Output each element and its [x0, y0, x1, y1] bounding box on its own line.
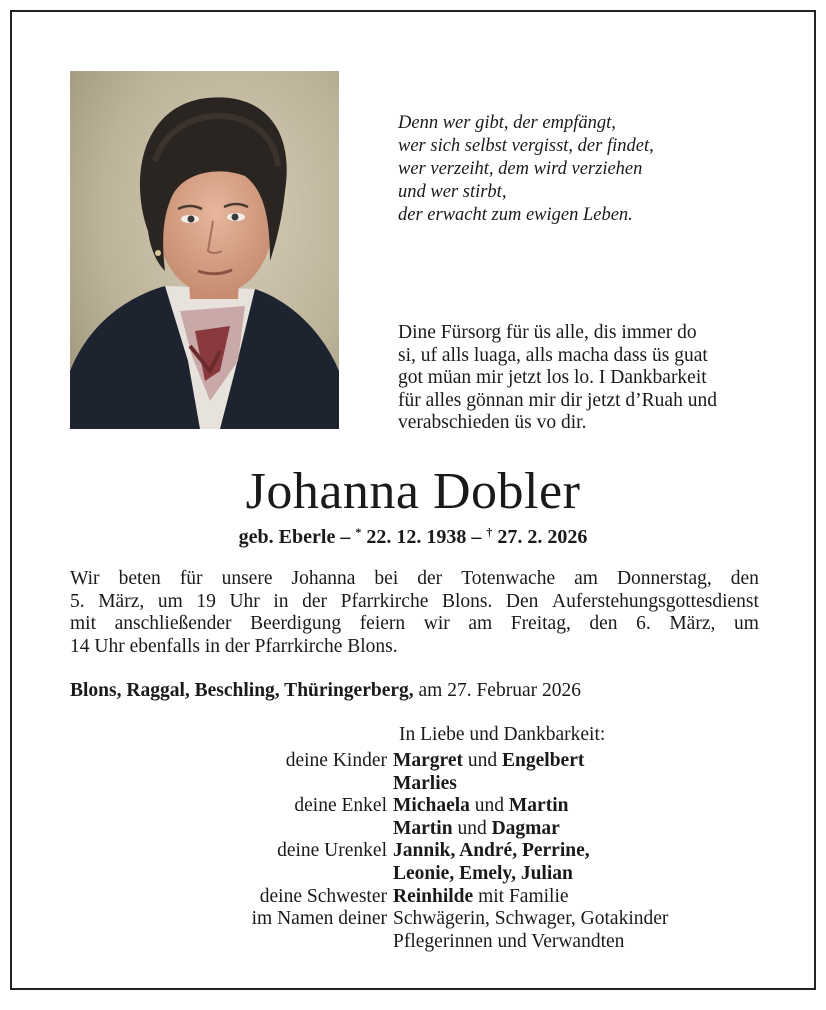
announcement-word: um [733, 613, 759, 634]
portrait-photo [70, 71, 339, 429]
mourner-relation: deine Schwester [259, 885, 387, 907]
mourner-row [12, 886, 814, 909]
announcement-word: anschließender [114, 613, 232, 634]
mourner-row [12, 750, 814, 773]
mourner-name: Martin [508, 795, 569, 817]
announcement-word: 5. [70, 590, 85, 612]
mourner-text: und [463, 750, 503, 771]
announcement-word: für [179, 568, 203, 589]
mourner-text: Schwägerin, Schwager, Gotakinder [393, 908, 669, 930]
announcement-line [70, 568, 759, 591]
maiden-name: geb. Eberle [238, 526, 336, 548]
announcement-line [70, 591, 759, 614]
dialect-line: got müan mir jetzt los lo. I Dankbarkeit [398, 367, 707, 388]
mourner-row [12, 908, 814, 931]
announcement-word: um [157, 590, 183, 612]
mourner-relation: deine Urenkel [277, 840, 387, 862]
mourner-relation: deine Kinder [285, 750, 387, 771]
announcement-word: Johanna [291, 568, 356, 589]
mourner-row [12, 931, 814, 954]
dialect-line: verabschieden üs vo dir. [398, 412, 587, 433]
mourner-name: Reinhilde [393, 885, 474, 907]
portrait-icon [70, 71, 339, 429]
announcement-word: bei [374, 568, 399, 589]
announcement-word: Uhr [229, 590, 260, 612]
mourner-name: Leonie, Emely, Julian [393, 862, 573, 884]
announcement-word: der [417, 568, 443, 589]
mourners-intro: In Liebe und Dankbarkeit: [399, 724, 606, 745]
poem-verse [398, 112, 778, 227]
dash: – [335, 526, 356, 548]
mourner-names [393, 886, 814, 909]
mourner-relation [12, 931, 393, 954]
dialect-line: si, uf alls luaga, alls macha dass üs guat [398, 344, 708, 366]
announcement-word: März, [98, 590, 145, 612]
mourner-row [12, 863, 814, 886]
mourner-row [12, 840, 814, 863]
funeral-announcement [70, 568, 759, 658]
announcement-word: Blons. [441, 590, 493, 612]
announcement-word: den [589, 613, 618, 634]
announcement-line [70, 636, 759, 659]
mourner-names [393, 931, 814, 954]
poem-line: und wer stirbt, [398, 182, 507, 202]
mourners-list [12, 750, 814, 953]
announcement-word: beten [118, 568, 161, 589]
announcement-word: am [574, 568, 598, 589]
mourner-text: Pflegerinnen und Verwandten [393, 930, 625, 952]
mourner-text: und [452, 817, 492, 839]
announcement-word: Totenwache [461, 568, 556, 589]
deceased-name: Johanna Dobler [245, 463, 581, 520]
announcement-word: Wir [70, 568, 100, 589]
mourner-relation: im Namen deiner [251, 908, 387, 930]
mourner-name: Engelbert [502, 750, 585, 771]
mourner-name: Marlies [393, 772, 457, 794]
announcement-word: feiern [359, 613, 406, 634]
places: Blons, Raggal, Beschling, Thüringerberg, [70, 680, 414, 701]
death-date: 27. 2. 2026 [492, 526, 588, 548]
poem-line: wer sich selbst vergisst, der findet, [398, 136, 654, 156]
mourner-name: Jannik, André, Perrine, [393, 840, 590, 862]
announcement-word: Pfarrkirche [340, 590, 429, 612]
mourner-row [12, 773, 814, 796]
mourner-text: und [469, 795, 509, 817]
poem-line: der erwacht zum ewigen Leben. [398, 205, 633, 225]
announcement-word: 14 Uhr ebenfalls in der Pfarrkirche Blons. [70, 635, 398, 657]
mourner-names [393, 840, 814, 863]
announcement-word: Auferstehungsgottesdienst [552, 590, 759, 612]
birth-date: 22. 12. 1938 [361, 526, 467, 548]
notice-date: am 27. Februar 2026 [413, 680, 581, 701]
mourner-relation [12, 818, 393, 841]
poem-line: Denn wer gibt, der empfängt, [398, 113, 616, 133]
mourner-relation [12, 773, 393, 796]
announcement-word: Donnerstag, [616, 568, 712, 589]
announcement-word: Beerdigung [250, 613, 342, 634]
mourner-names [393, 818, 814, 841]
mourner-names [393, 863, 814, 886]
mourner-name: Margret [393, 750, 464, 771]
cross-icon: † [486, 525, 493, 539]
announcement-word: wir [423, 613, 450, 634]
mourner-row [12, 818, 814, 841]
place-date-line [70, 680, 581, 702]
mourner-text: mit Familie [473, 885, 569, 907]
announcement-word: Den [505, 590, 539, 612]
announcement-line [70, 613, 759, 636]
announcement-word: mit [70, 613, 97, 634]
poem-line: wer verzeiht, dem wird verziehen [398, 159, 643, 179]
mourner-row [12, 795, 814, 818]
mourner-names [393, 795, 814, 818]
dash: – [466, 526, 487, 548]
life-dates [12, 525, 814, 549]
announcement-word: in [273, 590, 289, 612]
obituary-card [10, 10, 816, 990]
mourner-name: Michaela [393, 795, 470, 817]
dialect-verse [398, 322, 778, 435]
mourner-names [393, 908, 814, 931]
dialect-line: für alles gönnan mir dir jetzt d’Ruah und [398, 389, 717, 411]
birth-symbol: * [355, 525, 362, 539]
announcement-word: den [730, 568, 759, 589]
announcement-word: unsere [221, 568, 273, 589]
announcement-word: am [468, 613, 493, 634]
mourner-names [393, 773, 814, 796]
announcement-word: März, [669, 613, 716, 634]
announcement-word: Freitag, [510, 613, 571, 634]
mourner-name: Martin [393, 817, 453, 839]
mourner-name: Dagmar [491, 817, 560, 839]
announcement-word: der [302, 590, 328, 612]
dialect-line: Dine Fürsorg für üs alle, dis immer do [398, 322, 697, 343]
announcement-word: 6. [636, 613, 651, 634]
announcement-word: 19 [196, 590, 216, 612]
mourner-relation: deine Enkel [294, 795, 387, 817]
mourner-names [393, 750, 814, 773]
mourner-relation [12, 863, 393, 886]
